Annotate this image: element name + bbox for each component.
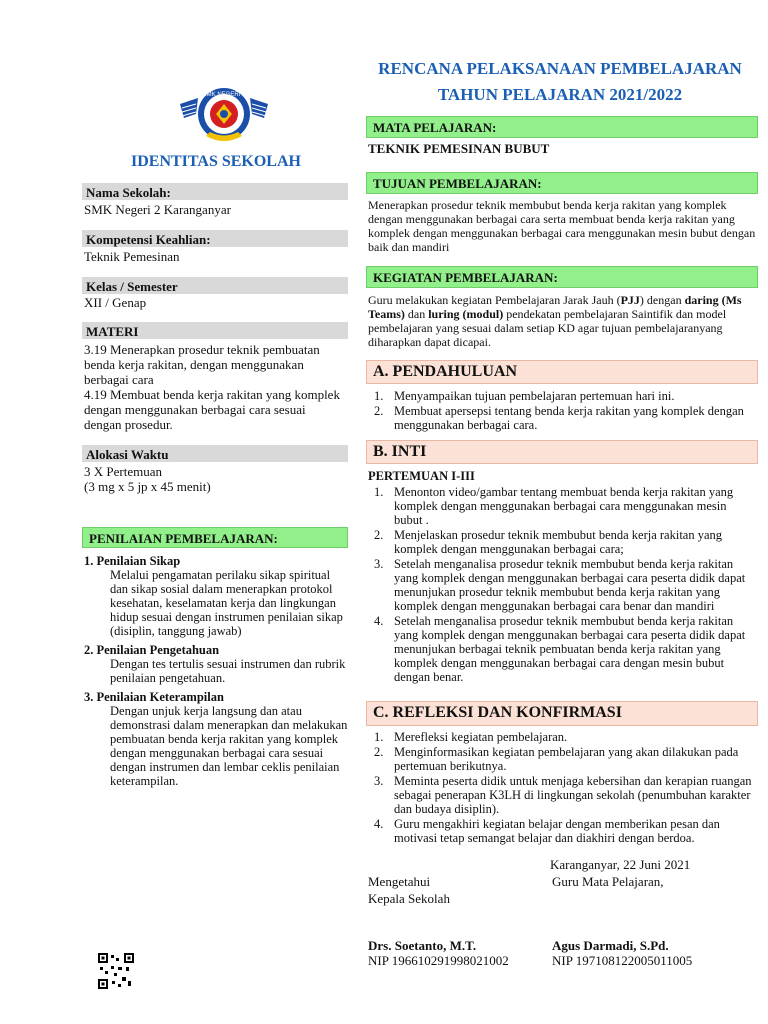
penilaian-pengetahuan-title: 2. Penilaian Pengetahuan — [84, 643, 220, 657]
alokasi-detail: (3 mg x 5 jp x 45 menit) — [84, 479, 211, 494]
tujuan-value: Menerapkan prosedur teknik membubut benda kerja rakitan yang komplek dengan menggunakan berbagai cara serta membuat benda kerja rakitan yang komplek dengan menggunakan berbagai cara menggunakan mesin bubut dengan baik dan mandiri — [368, 198, 756, 254]
title-line-2: TAHUN PELAJARAN 2021/2022 — [437, 85, 683, 104]
mapel-header: MATA PELAJARAN: — [366, 116, 758, 138]
mapel-value: TEKNIK PEMESINAN BUBUT — [368, 141, 550, 156]
signature-kepala-label: Kepala Sekolah — [368, 891, 450, 906]
alokasi-label: Alokasi Waktu — [82, 445, 348, 462]
alokasi-values — [84, 464, 348, 494]
list-item: 2. Membuat apersepsi tentang benda kerja rakitan yang komplek dengan menggunakan berbagai cara. — [374, 404, 744, 432]
kegiatan-text-2: ) dengan — [639, 293, 682, 307]
penilaian-pengetahuan-body: Dengan tes tertulis sesuai instrumen dan rubrik penilaian pengetahuan. — [110, 657, 346, 685]
list-item: 2. Menjelaskan prosedur teknik membubut benda kerja rakitan yang komplek dengan menggunakan berbagai cara; — [374, 528, 723, 556]
penilaian-sikap — [84, 554, 348, 638]
list-item: 1. Menyampaikan tujuan pembelajaran pertemuan hari ini. — [374, 389, 675, 403]
list-item: 2. Menginformasikan kegiatan pembelajaran yang akan dilakukan pada pertemuan berikutnya. — [374, 745, 739, 773]
penilaian-pengetahuan — [84, 643, 348, 685]
school-emblem-icon — [176, 84, 272, 148]
pendahuluan-list — [374, 389, 754, 433]
kegiatan-header: KEGIATAN PEMBELAJARAN: — [366, 266, 758, 288]
signature-guru-name: Agus Darmadi, S.Pd. — [552, 938, 669, 953]
materi-item-2: 4.19 Membuat benda kerja rakitan yang komplek dengan menggunakan berbagai cara sesuai dengan prosedur. — [84, 387, 340, 432]
penilaian-keterampilan-body: Dengan unjuk kerja langsung dan atau demonstrasi dalam menerapkan dan melakukan pembuatan benda kerja rakitan yang komplek dengan menggunakan berbagai cara sesuai dengan instrumen dan lembar ceklis penilaian keterampilan. — [110, 704, 348, 788]
list-item: 1. Merefleksi kegiatan pembelajaran. — [374, 730, 568, 744]
alokasi-pertemuan: 3 X Pertemuan — [84, 464, 162, 479]
list-item: 3. Setelah menganalisa prosedur teknik membubut benda kerja rakitan yang komplek dengan menggunakan berbagai cara peserta didik dapat menunjukan prosedur teknik membubut benda kerja rakitan yang komplek dengan menggunakan berbagai cara benar dan mandiri — [374, 557, 746, 613]
penilaian-list — [84, 554, 348, 788]
pendahuluan-header: A. PENDAHULUAN — [366, 360, 758, 384]
list-item: 1. Menonton video/gambar tentang membuat benda kerja rakitan yang komplek dengan menggunakan berbagai cara menggunakan mesin bubut . — [374, 485, 734, 527]
refleksi-header: C. REFLEKSI DAN KONFIRMASI — [366, 701, 758, 726]
penilaian-sikap-body: Melalui pengamatan perilaku sikap spiritual dan sikap sosial dalam menerapkan protokol kesehatan, keselamatan kerja dan lingkungan hidup sesuai dengan instrumen penilaian sikap (disiplin, tanggung jawab) — [110, 568, 343, 638]
kegiatan-pjj: PJJ — [620, 293, 640, 307]
penilaian-keterampilan-title: 3. Penilaian Keterampilan — [84, 690, 224, 704]
kegiatan-text-1: Guru melakukan kegiatan Pembelajaran Jarak Jauh ( — [368, 293, 621, 307]
penilaian-sikap-title: 1. Penilaian Sikap — [84, 554, 181, 568]
identitas-title: IDENTITAS SEKOLAH — [131, 153, 301, 170]
kompetensi-value: Teknik Pemesinan — [84, 249, 180, 264]
title-line-1: RENCANA PELAKSANAAN PEMBELAJARAN — [378, 59, 742, 78]
inti-header: B. INTI — [366, 440, 758, 464]
nama-sekolah-label: Nama Sekolah: — [82, 183, 348, 200]
kompetensi-label: Kompetensi Keahlian: — [82, 230, 348, 247]
list-item: 4. Setelah menganalisa prosedur teknik membubut benda kerja rakitan yang komplek dengan menggunakan berbagai cara peserta didik dapat menunjukan berbagai teknik pembuatan benda kerja rakitan yang komplek dengan menggunakan berbagai cara dengan mesin bubut dengan benar. — [374, 614, 746, 684]
kegiatan-dan: dan — [404, 307, 429, 321]
refleksi-list — [374, 730, 754, 846]
list-item: 4. Guru mengakhiri kegiatan belajar dengan memberikan pesan dan motivasi tetap semangat belajar dan diakhiri dengan berdoa. — [374, 817, 720, 845]
kegiatan-luring: luring (modul) — [428, 307, 504, 321]
penilaian-keterampilan — [84, 690, 348, 788]
materi-item-1: 3.19 Menerapkan prosedur teknik pembuatan benda kerja rakitan, dengan menggunakan berbagai cara — [84, 342, 320, 387]
kelas-label: Kelas / Semester — [82, 277, 348, 294]
svg-text:SMK NEGERI 2: SMK NEGERI 2 — [202, 92, 246, 98]
signature-mengetahui: Mengetahui — [368, 874, 431, 889]
list-item: 3. Meminta peserta didik untuk menjaga kebersihan dan kerapian ruangan sebagai penerapan K3LH di lingkungan sekolah (penumbuhan karakter dan budaya disiplin). — [374, 774, 752, 816]
signature-kepala-name: Drs. Soetanto, M.T. — [368, 938, 477, 953]
signature-guru-nip: NIP 197108122005011005 — [552, 953, 693, 968]
penilaian-header: PENILAIAN PEMBELAJARAN: — [82, 527, 348, 548]
kegiatan-daring: daring (Ms Teams) — [368, 293, 742, 321]
kegiatan-value — [368, 293, 756, 349]
signature-date: Karanganyar, 22 Juni 2021 — [550, 857, 691, 872]
materi-label: MATERI — [82, 322, 348, 339]
signature-kepala-nip: NIP 196610291998021002 — [368, 953, 509, 968]
pertemuan-label: PERTEMUAN I-III — [368, 469, 475, 483]
tujuan-header: TUJUAN PEMBELAJARAN: — [366, 172, 758, 194]
school-logo — [176, 84, 272, 148]
kelas-value: XII / Genap — [84, 295, 147, 310]
kegiatan-text-3: pendekatan pembelajaran Saintifik dan model pembelajaran yang sesuai dalam setiap KD agar tujuan pembelajaranyang diharapkan dapat dicapai. — [368, 307, 727, 349]
signature-guru-label: Guru Mata Pelajaran, — [552, 874, 664, 889]
inti-list — [374, 485, 752, 685]
nama-sekolah-value: SMK Negeri 2 Karanganyar — [84, 202, 231, 217]
qr-code-icon — [98, 953, 134, 989]
document-title — [340, 56, 768, 108]
materi-list — [84, 342, 342, 432]
